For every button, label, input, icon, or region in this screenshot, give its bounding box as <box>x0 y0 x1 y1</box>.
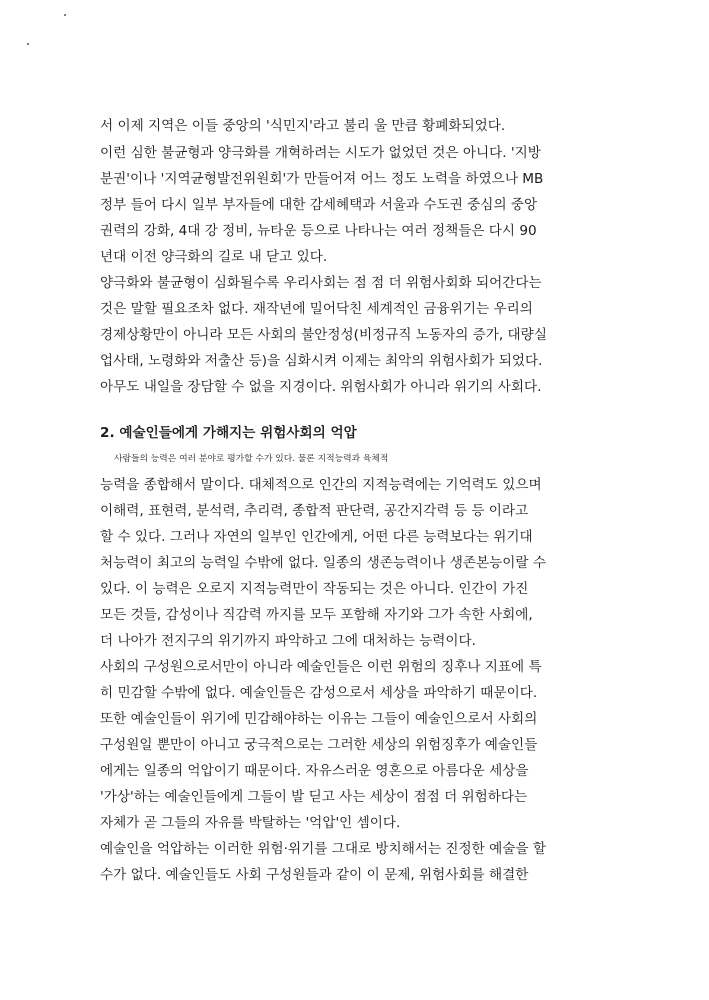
text-line: 자체가 곧 그들의 자유를 박탈하는 '억압'인 셈이다. <box>100 815 401 831</box>
text-line: '가상'하는 예술인들에게 그들이 발 딛고 사는 세상이 점점 더 위험하다는 <box>100 789 528 805</box>
text-line: 년대 이전 양극화의 길로 내 닫고 있다. <box>100 249 328 265</box>
text-line: 모든 것들, 감성이나 직감력 까지를 모두 포함해 자기와 그가 속한 사회에, <box>100 607 533 623</box>
text-line: 아무도 내일을 장담할 수 없을 지경이다. 위험사회가 아니라 위기의 사회다. <box>100 379 542 395</box>
text-line: 수가 없다. 예술인들도 사회 구성원들과 같이 이 문제, 위험사회를 해결한 <box>100 867 529 883</box>
text-line: 능력을 종합해서 말이다. 대체적으로 인간의 지적능력에는 기억력도 있으며 <box>100 477 542 493</box>
text-line: 또한 예술인들이 위기에 민감해야하는 이유는 그들이 예술인으로서 사회의 <box>100 711 538 727</box>
text-line: 할 수 있다. 그러나 자연의 일부인 인간에게, 어떤 다른 능력보다는 위기대 <box>100 529 533 545</box>
text-line: 양극화와 불균형이 심화될수록 우리사회는 점 점 더 위험사회화 되어간다는 <box>100 275 542 291</box>
scan-speck <box>64 14 66 16</box>
text-line: 권력의 강화, 4대 강 정비, 뉴타운 등으로 나타나는 여러 정책들은 다시 90 <box>100 223 537 239</box>
text-line: 사람들의 능력은 여러 분야로 평가할 수가 있다. 물론 지적능력과 육체적 <box>114 454 389 464</box>
text-line: 구성원일 뿐만이 아니고 궁극적으로는 그러한 세상의 위험징후가 예술인들 <box>100 737 538 753</box>
text-line: 이런 심한 불균형과 양극화를 개혁하려는 시도가 없었던 것은 아니다. '지방 <box>100 145 541 161</box>
text-line: 업사태, 노령화와 저출산 등)을 심화시켜 이제는 최악의 위험사회가 되었다. <box>100 353 543 369</box>
scan-speck <box>27 43 29 45</box>
text-line: 이해력, 표현력, 분석력, 추리력, 종합적 판단력, 공간지각력 등 등 이라고 <box>100 503 529 519</box>
text-line: 예술인을 억압하는 이러한 위험·위기를 그대로 방치해서는 진정한 예술을 할 <box>100 841 546 857</box>
text-line: 히 민감할 수밖에 없다. 예술인들은 감성으로서 세상을 파악하기 때문이다. <box>100 685 538 701</box>
text-line: 서 이제 지역은 이들 중앙의 '식민지'라고 불리 울 만큼 황폐화되었다. <box>100 118 506 134</box>
text-line: 분권'이나 '지역균형발전위원회'가 만들어져 어느 정도 노력을 하였으나 MB <box>100 171 544 187</box>
text-line: 있다. 이 능력은 오로지 지적능력만이 작동되는 것은 아니다. 인간이 가진 <box>100 581 529 597</box>
text-line: 것은 말할 필요조차 없다. 재작년에 밀어닥친 세계적인 금융위기는 우리의 <box>100 301 533 317</box>
section-heading: 2. 예술인들에게 가해지는 위험사회의 억압 <box>100 425 357 441</box>
text-line: 더 나아가 전지구의 위기까지 파악하고 그에 대처하는 능력이다. <box>100 633 476 649</box>
text-line: 사회의 구성원으로서만이 아니라 예술인들은 이런 위험의 징후나 지표에 특 <box>100 659 542 675</box>
text-line: 처능력이 최고의 능력일 수밖에 없다. 일종의 생존능력이나 생존본능이랄 수 <box>100 555 546 571</box>
text-line: 정부 들어 다시 일부 부자들에 대한 감세혜택과 서울과 수도권 중심의 중앙 <box>100 197 538 213</box>
text-line: 경제상황만이 아니라 모든 사회의 불안정성(비정규직 노동자의 증가, 대량실 <box>100 327 547 343</box>
text-line: 에게는 일종의 억압이기 때문이다. 자유스러운 영혼으로 아름다운 세상을 <box>100 763 529 779</box>
